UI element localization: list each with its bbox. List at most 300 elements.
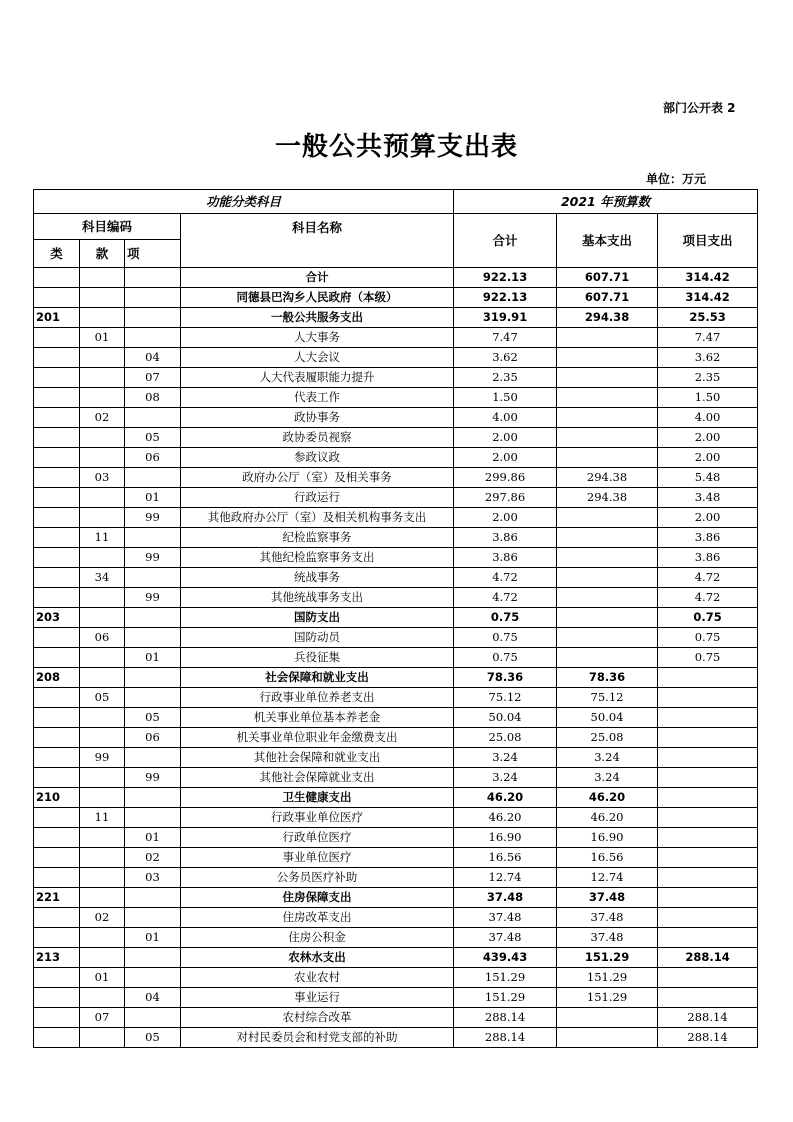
cell-lei: [34, 628, 80, 648]
cell-total: 288.14: [454, 1028, 557, 1048]
cell-total: 37.48: [454, 908, 557, 928]
cell-kuan: 01: [80, 968, 125, 988]
cell-kuan: [80, 288, 125, 308]
table-row: [34, 588, 758, 608]
cell-lei: [34, 768, 80, 788]
cell-xiang: [125, 688, 181, 708]
cell-subject-name: 人大代表履职能力提升: [181, 368, 454, 388]
table-row: [34, 348, 758, 368]
header-subject-code: 科目编码: [34, 214, 181, 240]
cell-total: 4.00: [454, 408, 557, 428]
cell-kuan: [80, 928, 125, 948]
cell-subject-name: 机关事业单位基本养老金: [181, 708, 454, 728]
cell-project: 314.42: [658, 288, 758, 308]
cell-basic: 294.38: [557, 308, 658, 328]
table-row: [34, 688, 758, 708]
cell-xiang: [125, 408, 181, 428]
cell-xiang: [125, 468, 181, 488]
cell-basic: 12.74: [557, 868, 658, 888]
cell-basic: [557, 568, 658, 588]
table-row: [34, 368, 758, 388]
cell-project: [658, 768, 758, 788]
cell-kuan: [80, 828, 125, 848]
cell-project: 1.50: [658, 388, 758, 408]
cell-total: 46.20: [454, 788, 557, 808]
cell-xiang: 01: [125, 648, 181, 668]
cell-xiang: 99: [125, 548, 181, 568]
page-title: 一般公共预算支出表: [274, 132, 518, 162]
cell-kuan: [80, 308, 125, 328]
cell-basic: [557, 508, 658, 528]
table-row: [34, 868, 758, 888]
cell-project: 4.72: [658, 568, 758, 588]
table-row: [34, 468, 758, 488]
cell-subject-name: 兵役征集: [181, 648, 454, 668]
cell-lei: 203: [34, 608, 80, 628]
cell-subject-name: 公务员医疗补助: [181, 868, 454, 888]
cell-basic: 607.71: [557, 268, 658, 288]
cell-project: 0.75: [658, 628, 758, 648]
cell-lei: [34, 828, 80, 848]
cell-basic: [557, 1008, 658, 1028]
cell-project: [658, 888, 758, 908]
table-row: [34, 808, 758, 828]
table-row: [34, 728, 758, 748]
cell-lei: [34, 368, 80, 388]
cell-basic: 294.38: [557, 468, 658, 488]
cell-lei: 210: [34, 788, 80, 808]
cell-basic: [557, 588, 658, 608]
cell-total: 439.43: [454, 948, 557, 968]
table-row: [34, 508, 758, 528]
cell-basic: 46.20: [557, 788, 658, 808]
cell-lei: [34, 928, 80, 948]
cell-basic: 151.29: [557, 948, 658, 968]
table-tag: 部门公开表 2: [663, 101, 736, 115]
cell-basic: [557, 408, 658, 428]
header-total: 合计: [454, 214, 557, 268]
table-row: [34, 308, 758, 328]
cell-lei: [34, 648, 80, 668]
table-row: [34, 768, 758, 788]
cell-total: 288.14: [454, 1008, 557, 1028]
cell-basic: [557, 628, 658, 648]
cell-total: 1.50: [454, 388, 557, 408]
cell-project: [658, 788, 758, 808]
cell-subject-name: 国防动员: [181, 628, 454, 648]
cell-total: 0.75: [454, 628, 557, 648]
cell-kuan: [80, 348, 125, 368]
cell-xiang: [125, 948, 181, 968]
cell-subject-name: 同德县巴沟乡人民政府（本级）: [181, 288, 454, 308]
cell-total: 2.00: [454, 448, 557, 468]
cell-basic: [557, 328, 658, 348]
cell-lei: [34, 568, 80, 588]
cell-lei: [34, 428, 80, 448]
cell-subject-name: 政协委员视察: [181, 428, 454, 448]
cell-lei: [34, 288, 80, 308]
cell-project: 2.00: [658, 448, 758, 468]
cell-lei: [34, 468, 80, 488]
cell-kuan: [80, 608, 125, 628]
cell-project: 3.48: [658, 488, 758, 508]
cell-xiang: [125, 608, 181, 628]
table-row: [34, 748, 758, 768]
cell-kuan: 01: [80, 328, 125, 348]
cell-kuan: 99: [80, 748, 125, 768]
cell-lei: [34, 448, 80, 468]
cell-kuan: [80, 728, 125, 748]
cell-project: [658, 668, 758, 688]
cell-xiang: [125, 528, 181, 548]
cell-xiang: [125, 628, 181, 648]
cell-basic: [557, 528, 658, 548]
cell-kuan: [80, 368, 125, 388]
cell-xiang: [125, 888, 181, 908]
cell-xiang: 99: [125, 508, 181, 528]
header-kuan: 款: [80, 240, 125, 268]
table-row: [34, 968, 758, 988]
cell-subject-name: 农村综合改革: [181, 1008, 454, 1028]
cell-subject-name: 行政单位医疗: [181, 828, 454, 848]
cell-basic: [557, 448, 658, 468]
table-row: [34, 448, 758, 468]
cell-project: 2.35: [658, 368, 758, 388]
cell-basic: 78.36: [557, 668, 658, 688]
cell-project: 5.48: [658, 468, 758, 488]
table-row: [34, 408, 758, 428]
table-row: [34, 488, 758, 508]
cell-total: 3.86: [454, 528, 557, 548]
table-row: [34, 288, 758, 308]
cell-subject-name: 住房改革支出: [181, 908, 454, 928]
table-row: [34, 848, 758, 868]
cell-kuan: [80, 388, 125, 408]
cell-subject-name: 一般公共服务支出: [181, 308, 454, 328]
cell-basic: [557, 428, 658, 448]
cell-subject-name: 参政议政: [181, 448, 454, 468]
cell-total: 7.47: [454, 328, 557, 348]
cell-basic: [557, 1028, 658, 1048]
table-row: [34, 388, 758, 408]
cell-basic: 607.71: [557, 288, 658, 308]
cell-subject-name: 政协事务: [181, 408, 454, 428]
cell-project: [658, 908, 758, 928]
cell-subject-name: 事业单位医疗: [181, 848, 454, 868]
cell-project: [658, 868, 758, 888]
cell-basic: 3.24: [557, 748, 658, 768]
cell-total: 297.86: [454, 488, 557, 508]
cell-kuan: 06: [80, 628, 125, 648]
cell-lei: [34, 1028, 80, 1048]
cell-project: [658, 708, 758, 728]
cell-lei: [34, 908, 80, 928]
cell-subject-name: 行政运行: [181, 488, 454, 508]
cell-kuan: [80, 488, 125, 508]
cell-basic: [557, 348, 658, 368]
cell-subject-name: 农林水支出: [181, 948, 454, 968]
cell-lei: [34, 728, 80, 748]
cell-basic: 151.29: [557, 968, 658, 988]
cell-kuan: [80, 848, 125, 868]
cell-subject-name: 行政事业单位养老支出: [181, 688, 454, 708]
cell-total: 922.13: [454, 268, 557, 288]
cell-xiang: 99: [125, 768, 181, 788]
header-project: 项目支出: [658, 214, 758, 268]
cell-project: [658, 748, 758, 768]
table-row: [34, 668, 758, 688]
table-row: [34, 428, 758, 448]
cell-subject-name: 社会保障和就业支出: [181, 668, 454, 688]
cell-lei: [34, 528, 80, 548]
cell-lei: [34, 328, 80, 348]
cell-lei: [34, 968, 80, 988]
cell-project: [658, 988, 758, 1008]
cell-project: 314.42: [658, 268, 758, 288]
cell-basic: [557, 368, 658, 388]
cell-kuan: 34: [80, 568, 125, 588]
cell-subject-name: 其他政府办公厅（室）及相关机构事务支出: [181, 508, 454, 528]
cell-total: 0.75: [454, 608, 557, 628]
cell-lei: [34, 488, 80, 508]
cell-total: 4.72: [454, 588, 557, 608]
cell-kuan: 11: [80, 528, 125, 548]
cell-xiang: 06: [125, 448, 181, 468]
header-basic: 基本支出: [557, 214, 658, 268]
cell-total: 922.13: [454, 288, 557, 308]
cell-lei: [34, 588, 80, 608]
cell-project: 3.86: [658, 548, 758, 568]
cell-xiang: [125, 748, 181, 768]
cell-subject-name: 政府办公厅（室）及相关事务: [181, 468, 454, 488]
cell-total: 16.90: [454, 828, 557, 848]
cell-project: 288.14: [658, 948, 758, 968]
cell-total: 12.74: [454, 868, 557, 888]
cell-project: 4.00: [658, 408, 758, 428]
cell-xiang: 01: [125, 828, 181, 848]
cell-total: 78.36: [454, 668, 557, 688]
cell-total: 3.62: [454, 348, 557, 368]
cell-xiang: 03: [125, 868, 181, 888]
cell-xiang: [125, 328, 181, 348]
cell-kuan: [80, 1028, 125, 1048]
cell-xiang: [125, 908, 181, 928]
cell-basic: 37.48: [557, 908, 658, 928]
cell-project: 3.86: [658, 528, 758, 548]
cell-kuan: [80, 508, 125, 528]
cell-subject-name: 人大会议: [181, 348, 454, 368]
cell-basic: [557, 608, 658, 628]
header-xiang: 项: [125, 240, 181, 268]
cell-project: [658, 928, 758, 948]
cell-xiang: 01: [125, 488, 181, 508]
cell-basic: 25.08: [557, 728, 658, 748]
cell-xiang: 05: [125, 1028, 181, 1048]
cell-total: 3.24: [454, 748, 557, 768]
cell-lei: 221: [34, 888, 80, 908]
cell-project: 25.53: [658, 308, 758, 328]
cell-xiang: 07: [125, 368, 181, 388]
cell-xiang: 02: [125, 848, 181, 868]
cell-basic: 46.20: [557, 808, 658, 828]
cell-kuan: [80, 648, 125, 668]
cell-basic: 16.90: [557, 828, 658, 848]
table-row: [34, 708, 758, 728]
cell-subject-name: 人大事务: [181, 328, 454, 348]
cell-project: 2.00: [658, 428, 758, 448]
cell-basic: 37.48: [557, 928, 658, 948]
cell-kuan: [80, 268, 125, 288]
cell-project: 2.00: [658, 508, 758, 528]
cell-lei: [34, 1008, 80, 1028]
table-body: [34, 268, 758, 1048]
cell-lei: [34, 708, 80, 728]
table-row: [34, 548, 758, 568]
cell-total: 3.24: [454, 768, 557, 788]
cell-total: 2.00: [454, 508, 557, 528]
cell-total: 37.48: [454, 928, 557, 948]
cell-project: [658, 688, 758, 708]
cell-xiang: [125, 568, 181, 588]
cell-subject-name: 统战事务: [181, 568, 454, 588]
table-row: [34, 888, 758, 908]
cell-basic: 50.04: [557, 708, 658, 728]
cell-subject-name: 卫生健康支出: [181, 788, 454, 808]
cell-subject-name: 其他社会保障就业支出: [181, 768, 454, 788]
table-row: [34, 788, 758, 808]
cell-kuan: [80, 868, 125, 888]
cell-total: 16.56: [454, 848, 557, 868]
cell-total: 151.29: [454, 988, 557, 1008]
cell-subject-name: 住房公积金: [181, 928, 454, 948]
cell-subject-name: 其他统战事务支出: [181, 588, 454, 608]
cell-total: 299.86: [454, 468, 557, 488]
table-row: [34, 528, 758, 548]
cell-subject-name: 农业农村: [181, 968, 454, 988]
cell-total: 319.91: [454, 308, 557, 328]
cell-subject-name: 其他社会保障和就业支出: [181, 748, 454, 768]
table-row: [34, 1028, 758, 1048]
budget-table: [33, 189, 758, 1048]
cell-xiang: 01: [125, 928, 181, 948]
table-row: [34, 608, 758, 628]
table-row: [34, 648, 758, 668]
cell-subject-name: 住房保障支出: [181, 888, 454, 908]
cell-xiang: 05: [125, 428, 181, 448]
table-row: [34, 328, 758, 348]
cell-total: 2.00: [454, 428, 557, 448]
table-row: [34, 628, 758, 648]
table-header: [34, 190, 758, 268]
cell-project: [658, 828, 758, 848]
cell-project: 288.14: [658, 1008, 758, 1028]
table-row: [34, 948, 758, 968]
cell-xiang: [125, 268, 181, 288]
header-budget-year: 2021 年预算数: [454, 190, 758, 214]
cell-lei: [34, 388, 80, 408]
cell-xiang: 99: [125, 588, 181, 608]
table-row: [34, 928, 758, 948]
cell-subject-name: 代表工作: [181, 388, 454, 408]
cell-basic: 3.24: [557, 768, 658, 788]
cell-basic: [557, 388, 658, 408]
cell-kuan: [80, 788, 125, 808]
cell-project: [658, 728, 758, 748]
cell-xiang: 08: [125, 388, 181, 408]
cell-total: 0.75: [454, 648, 557, 668]
cell-project: 3.62: [658, 348, 758, 368]
cell-subject-name: 机关事业单位职业年金缴费支出: [181, 728, 454, 748]
cell-lei: 208: [34, 668, 80, 688]
cell-project: 0.75: [658, 648, 758, 668]
cell-lei: [34, 988, 80, 1008]
header-functional-category: 功能分类科目: [34, 190, 454, 214]
cell-total: 75.12: [454, 688, 557, 708]
cell-subject-name: 事业运行: [181, 988, 454, 1008]
table-row: [34, 568, 758, 588]
cell-kuan: [80, 948, 125, 968]
cell-subject-name: 合计: [181, 268, 454, 288]
cell-kuan: 05: [80, 688, 125, 708]
cell-xiang: [125, 308, 181, 328]
table-row: [34, 1008, 758, 1028]
cell-lei: [34, 748, 80, 768]
cell-lei: [34, 268, 80, 288]
cell-kuan: [80, 768, 125, 788]
table-row: [34, 268, 758, 288]
cell-lei: [34, 688, 80, 708]
cell-project: [658, 968, 758, 988]
cell-basic: 151.29: [557, 988, 658, 1008]
cell-xiang: 06: [125, 728, 181, 748]
cell-kuan: [80, 448, 125, 468]
table-row: [34, 988, 758, 1008]
cell-lei: 213: [34, 948, 80, 968]
cell-total: 37.48: [454, 888, 557, 908]
cell-total: 4.72: [454, 568, 557, 588]
cell-lei: [34, 548, 80, 568]
cell-xiang: [125, 668, 181, 688]
cell-total: 2.35: [454, 368, 557, 388]
cell-basic: 37.48: [557, 888, 658, 908]
cell-lei: [34, 848, 80, 868]
cell-kuan: 02: [80, 408, 125, 428]
cell-kuan: [80, 548, 125, 568]
cell-basic: 294.38: [557, 488, 658, 508]
cell-xiang: 04: [125, 988, 181, 1008]
cell-project: 7.47: [658, 328, 758, 348]
cell-project: [658, 808, 758, 828]
cell-xiang: [125, 788, 181, 808]
cell-xiang: [125, 808, 181, 828]
cell-subject-name: 纪检监察事务: [181, 528, 454, 548]
cell-kuan: 07: [80, 1008, 125, 1028]
cell-xiang: [125, 968, 181, 988]
cell-kuan: [80, 708, 125, 728]
cell-subject-name: 国防支出: [181, 608, 454, 628]
cell-lei: [34, 868, 80, 888]
cell-kuan: 11: [80, 808, 125, 828]
cell-xiang: 05: [125, 708, 181, 728]
table-row: [34, 828, 758, 848]
header-lei: 类: [34, 240, 80, 268]
cell-basic: 75.12: [557, 688, 658, 708]
table-row: [34, 908, 758, 928]
cell-kuan: [80, 588, 125, 608]
cell-lei: 201: [34, 308, 80, 328]
cell-kuan: [80, 668, 125, 688]
cell-total: 50.04: [454, 708, 557, 728]
